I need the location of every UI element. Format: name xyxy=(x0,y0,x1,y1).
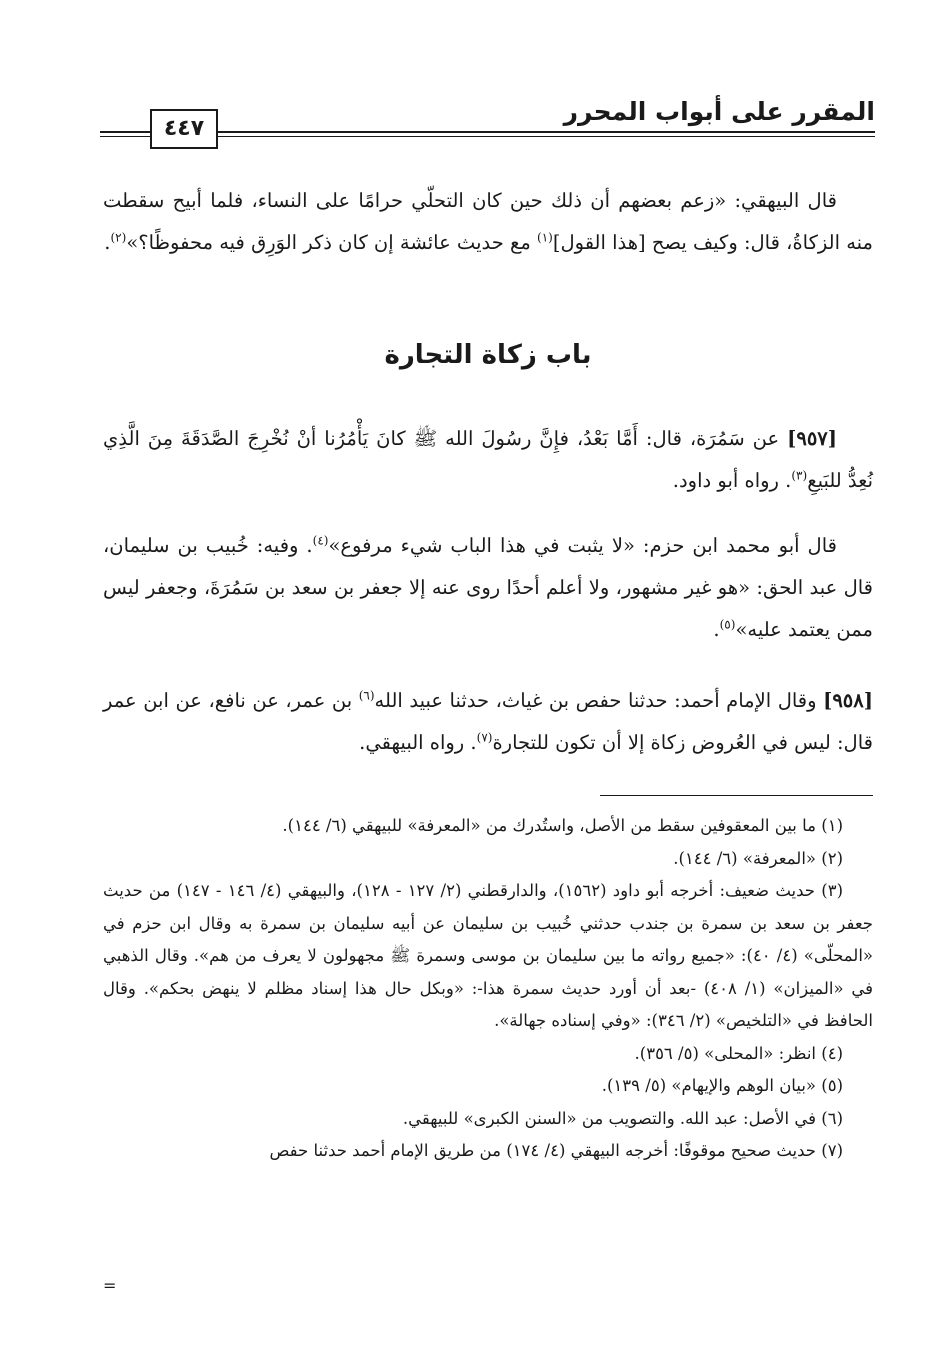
footnote-2 xyxy=(103,843,873,876)
footnote-ref: (٤) xyxy=(312,533,329,548)
paragraph-text-cont: مع حديث عائشة إن كان ذكر الوَرِق فيه محفوظًا؟» xyxy=(126,231,538,254)
footnote-separator xyxy=(600,795,873,796)
footnote-continuation-mark: = xyxy=(103,1276,117,1295)
hadith-source: . رواه البيهقي. xyxy=(359,731,477,754)
footnote-text: (٢) «المعرفة» (٦/ ١٤٤). xyxy=(673,848,843,868)
paragraph-bayhaqi xyxy=(103,180,873,264)
hadith-text-cont: بن عمر، عن نافع، عن ابن عمر قال: ليس في العُروض زكاة إلا أن تكون للتجارة xyxy=(103,689,873,754)
footnotes xyxy=(103,810,873,1168)
footnote-ref: (٦) xyxy=(358,688,375,703)
paragraph-text: قال أبو محمد ابن حزم: «لا يثبت في هذا الباب شيء مرفوع» xyxy=(328,534,837,557)
paragraph-ibn-hazm xyxy=(103,525,873,651)
running-header xyxy=(100,95,875,155)
footnote-text: (٤) انظر: «المحلى» (٥/ ٣٥٦). xyxy=(634,1043,843,1063)
footnote-ref: (٥) xyxy=(719,617,736,632)
hadith-number: [٩٥٨] xyxy=(823,689,873,712)
footnote-4 xyxy=(103,1038,873,1071)
paragraph-text-cont: . وفيه: خُبيب بن سليمان، قال عبد الحق: «هو غير مشهور، ولا أعلم أحدًا روى عنه إلا جعفر بن سعد بن سَمُرَةَ، وجعفر ليس ممن يعتمد عليه» xyxy=(103,534,873,641)
running-title: المقرر على أبواب المحرر xyxy=(563,97,875,126)
hadith-958 xyxy=(103,680,873,764)
hadith-number: [٩٥٧] xyxy=(787,427,837,450)
footnote-6 xyxy=(103,1103,873,1136)
footnote-ref: (٧) xyxy=(476,730,493,745)
hadith-text: وقال الإمام أحمد: حدثنا حفص بن غياث، حدثنا عبيد الله xyxy=(374,689,824,712)
footnote-text: (٧) حديث صحيح موقوفًا: أخرجه البيهقي (٤/ ١٧٤) من طريق الإمام أحمد حدثنا حفص xyxy=(269,1141,843,1160)
footnote-ref: (٣) xyxy=(791,468,808,483)
footnote-text: (٥) «بيان الوهم والإيهام» (٥/ ١٣٩). xyxy=(601,1076,843,1095)
hadith-text: عن سَمُرَة، قال: أَمَّا بَعْدُ، فإِنَّ رسُولَ الله ﷺ كانَ يَأْمُرُنا أنْ نُخْرِجَ الصَّدَقَةَ مِنَ الَّذِي نُعِدُّ للبَيعِ xyxy=(103,427,873,492)
hadith-source: . رواه أبو داود. xyxy=(672,469,792,492)
period: . xyxy=(713,618,720,641)
footnote-3 xyxy=(103,875,873,1038)
footnote-5 xyxy=(103,1070,873,1103)
footnote-ref: (١) xyxy=(537,230,553,245)
footnote-1 xyxy=(103,810,873,843)
hadith-957 xyxy=(103,418,873,502)
paragraph-text: قال البيهقي: «زعم بعضهم أن ذلك حين كان التحلّي حرامًا على النساء، فلما أبيح سقطت منه الزكاةُ، قال: وكيف يصح [هذا القول] xyxy=(103,189,873,254)
period: . xyxy=(104,231,111,254)
footnote-text: (٣) حديث ضعيف: أخرجه أبو داود (١٥٦٢)، والدارقطني (٢/ ١٢٧ - ١٢٨)، والبيهقي (٤/ ١٤٦ - ١٤٧) من حديث جعفر بن سعد بن سمرة بن جندب حدثني خُبيب بن سليمان عن أبيه سليمان بن سمرة به وقال ابن حزم في «المحلّى» (٤/ ٤٠): «جميع رواته ما بين سليمان بن موسى وسمرة ﷺ مجهولون لا يعرف من هم». وقال الذهبي في «الميزان» (١/ ٤٠٨) -بعد أن أورد حديث سمرة هذا-: «وبكل حال هذا إسناد مظلم لا ينهض بحكم». وقال الحافظ في «التلخيص» (٢/ ٣٤٦): «وفي إسناده جهالة». xyxy=(103,881,873,1030)
footnote-text: (٦) في الأصل: عبد الله. والتصويب من «السنن الكبرى» للبيهقي. xyxy=(402,1108,843,1128)
page-number: ٤٤٧ xyxy=(150,109,218,149)
section-heading: باب زكاة التجارة xyxy=(384,340,592,370)
footnote-text: (١) ما بين المعقوفين سقط من الأصل، واستُدرك من «المعرفة» للبيهقي (٦/ ١٤٤). xyxy=(282,816,843,835)
footnote-ref: (٢) xyxy=(110,230,127,245)
footnote-7 xyxy=(103,1135,873,1168)
